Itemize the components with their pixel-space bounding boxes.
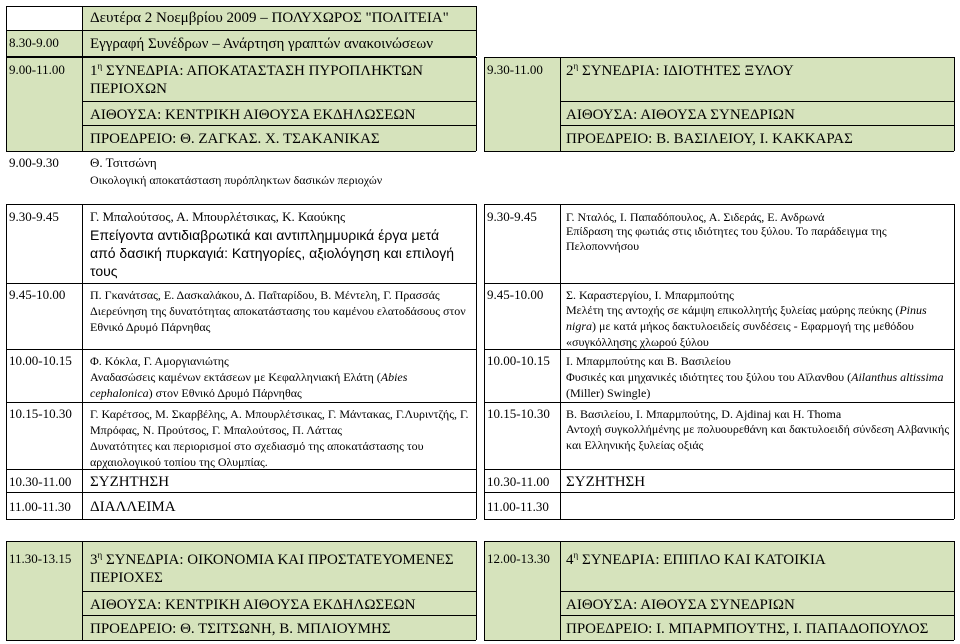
s2-talk3-authors: Ι. Μπαρμπούτης και Β. Βασιλείου [566,354,731,368]
s2-talk1-title: Επίδραση της φωτιάς στις ιδιότητες του ξύλου. Το παράδειγμα της Πελοποννήσου [566,224,887,253]
break-time-1: 11.00-11.30 [9,499,71,514]
s1-talk1-time: 9.30-9.45 [9,209,59,224]
session3-room: ΑΙΘΟΥΣΑ: ΚΕΝΤΡΙΚΗ ΑΙΘΟΥΣΑ ΕΚΔΗΛΩΣΕΩΝ [90,597,416,613]
s2-talk4-title: Αντοχή συγκολλήμένης με πολυουρεθάνη και δακτυλοειδή σύνδεση Αλβανικής και Ελληνικής ξυλείας οξιάς [566,422,950,452]
s2-talk1-time: 9.30-9.45 [487,209,537,224]
session3-title: $3^\eta$ ΣΥΝΕΔΡΙΑ: ΟΙΚΟΝΟΜΙΑ ΚΑΙ ΠΡΟΣΤΑΤΕΥΟΜΕΝΕΣ ΠΕΡΙΟΧΕΣ [90,550,454,586]
session2-time: 9.30-11.00 [487,62,543,77]
keynote-title: Οικολογική αποκατάσταση πυρόπληκτων δασικών περιοχών [90,173,383,187]
break-time-2: 11.00-11.30 [487,499,549,514]
session3-chair: ΠΡΟΕΔΡΕΙΟ: Θ. ΤΣΙΤΣΩΝΗ, Β. ΜΠΛΙΟΥΜΗΣ [90,621,391,637]
session4-chair: ΠΡΟΕΔΡΕΙΟ: Ι. ΜΠΑΡΜΠΟΥΤΗΣ, Ι. ΠΑΠΑΔΟΠΟΥΛΟΣ [566,621,929,637]
s1-talk3-title: Αναδασώσεις καμένων εκτάσεων με Κεφαλληνιακή Ελάτη (Abies cephalonica) στον Εθνικό Δρυμό Πάρνηθας [90,370,408,400]
day-title: Δευτέρα 2 Νοεμβρίου 2009 – ΠΟΛΥΧΩΡΟΣ "ΠΟΛΙΤΕΙΑ" [90,10,449,26]
s1-talk4-title: Δυνατότητες και περιορισμοί στο σχεδιασμό της αποκατάστασης του αρχαιολογικού τοπίου της Ολυμπίας. [90,439,424,469]
session1-title: $1^\eta$ ΣΥΝΕΔΡΙΑ: ΑΠΟΚΑΤΑΣΤΑΣΗ ΠΥΡΟΠΛΗΚΤΩΝ ΠΕΡΙΟΧΩΝ [90,61,424,97]
s2-talk1-authors: Γ. Νταλός, Ι. Παπαδόπουλος, Α. Σιδεράς, Ε. Ανδρωνά [566,210,825,224]
s2-talk3-time: 10.00-10.15 [487,353,550,368]
s1-talk1-title: Επείγοντα αντιδιαβρωτικά και αντιπλημμυρικά έργα μετά από δασική πυρκαγιά: Κατηγορίες, αξιολόγηση και επιλογή τους [90,227,455,279]
s1-talk2-authors: Π. Γκανάτσας, Ε. Δασκαλάκου, Δ. Παΐταρίδου, Β. Μέντελη, Γ. Πρασσάς [90,288,440,302]
s2-talk3-title: Φυσικές και μηχανικές ιδιότητες του ξύλου του Αϊλανθου (Ailanthus altissima (Miller) Swingle) [566,370,944,400]
session1-time: 9.00-11.00 [9,62,65,77]
s2-talk2-time: 9.45-10.00 [487,287,544,302]
s2-talk4-time: 10.15-10.30 [487,406,550,421]
session2-room: ΑΙΘΟΥΣΑ: ΑΙΘΟΥΣΑ ΣΥΝΕΔΡΙΩΝ [566,107,795,123]
s1-talk4-time: 10.15-10.30 [9,406,72,421]
s1-talk4-authors: Γ. Καρέτσος, Μ. Σκαρβέλης, Α. Μπουρλέτσικας, Γ. Μάντακας, Γ.Λυριντζής, Γ. Μπρόφας, Ν. Προύτσος, Γ. Μπαλούτσος, Π. Λάττας [90,407,469,437]
session2-title: $2^\eta$ ΣΥΝΕΔΡΙΑ: ΙΔΙΟΤΗΤΕΣ ΞΥΛΟΥ [566,61,794,79]
keynote-time: 9.00-9.30 [9,155,59,170]
s1-discussion-label: ΣΥΖΗΤΗΣΗ [90,474,170,490]
s1-talk1-authors: Γ. Μπαλούτσος, Α. Μπουρλέτσικας, Κ. Καούκης [90,209,346,224]
session4-title: $4^\eta$ ΣΥΝΕΔΡΙΑ: ΕΠΙΠΛΟ ΚΑΙ ΚΑΤΟΙΚΙΑ [566,550,826,568]
session2-chair: ΠΡΟΕΔΡΕΙΟ: Β. ΒΑΣΙΛΕΙΟΥ, Ι. ΚΑΚΚΑΡΑΣ [566,131,853,147]
s1-talk2-time: 9.45-10.00 [9,287,66,302]
break-label: ΔΙΑΛΛΕΙΜΑ [90,499,176,515]
s2-discussion-time: 10.30-11.00 [487,474,550,489]
s2-talk4-authors: Β. Βασιλείου, Ι. Μπαρμπούτης, D. Ajdinaj και H. Thoma [566,407,842,421]
session4-time: 12.00-13.30 [487,551,550,566]
s1-talk3-authors: Φ. Κόκλα, Γ. Αμοργιανιώτης [90,354,229,368]
registration-text: Εγγραφή Συνέδρων – Ανάρτηση γραπτών ανακοινώσεων [90,36,433,52]
s2-discussion-label: ΣΥΖΗΤΗΣΗ [566,474,646,490]
s2-talk2-authors: Σ. Καραστεργίου, Ι. Μπαρμπούτης [566,288,734,302]
session3-time: 11.30-13.15 [9,551,72,566]
s1-talk2-title: Διερεύνηση της δυνατότητας αποκατάστασης του καμένου ελατοδάσους στον Εθνικό Δρυμό Πάρνηθας [90,304,466,334]
registration-time: 8.30-9.00 [9,35,59,50]
session1-room: ΑΙΘΟΥΣΑ: ΚΕΝΤΡΙΚΗ ΑΙΘΟΥΣΑ ΕΚΔΗΛΩΣΕΩΝ [90,107,416,123]
session4-room: ΑΙΘΟΥΣΑ: ΑΙΘΟΥΣΑ ΣΥΝΕΔΡΙΩΝ [566,597,795,613]
keynote-author: Θ. Τσιτσώνη [90,155,157,170]
s1-discussion-time: 10.30-11.00 [9,474,72,489]
session1-chair: ΠΡΟΕΔΡΕΙΟ: Θ. ΖΑΓΚΑΣ. Χ. ΤΣΑΚΑΝΙΚΑΣ [90,131,380,147]
s2-talk2-title: Μελέτη της αντοχής σε κάμψη επικολλητής ξυλείας μαύρης πεύκης (Pinus nigra) με κατά μήκος δακτυλοειδείς συνδέσεις - Εφαρμογή της μεθόδου «συγκόλλησης χλωρού ξύλου [566,303,927,349]
s1-talk3-time: 10.00-10.15 [9,353,72,368]
